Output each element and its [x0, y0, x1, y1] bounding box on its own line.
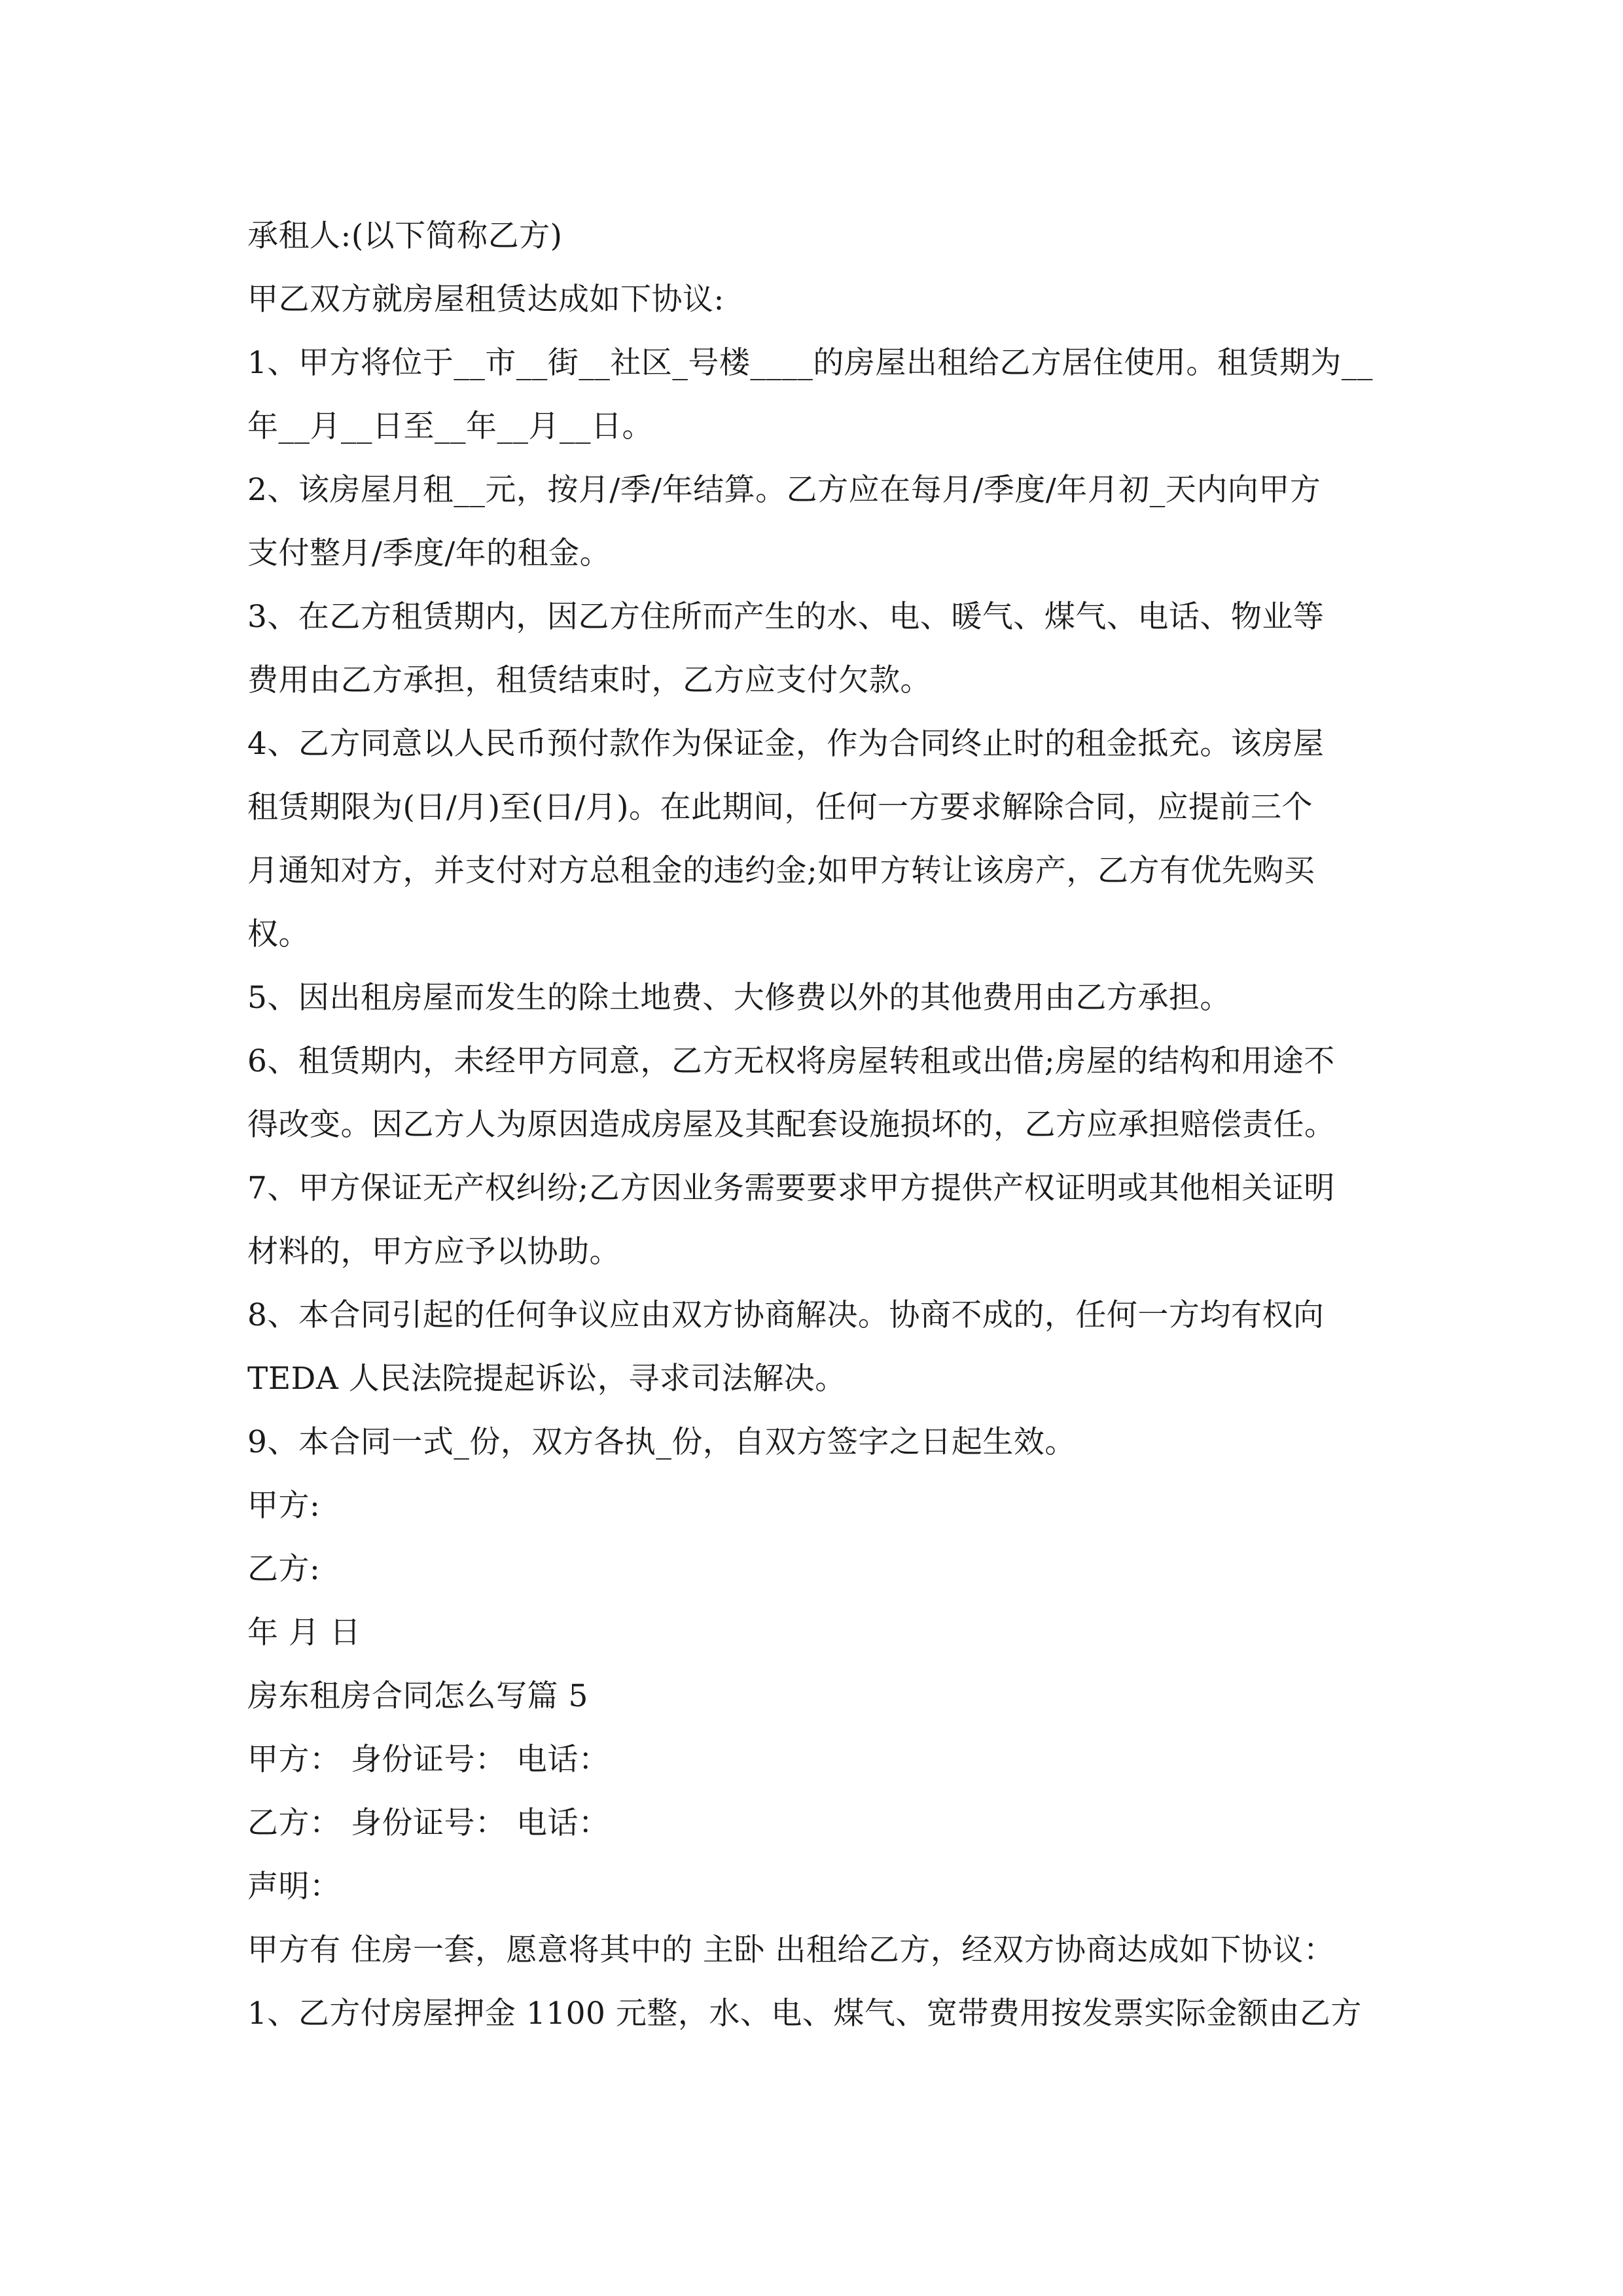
clause-1-line-2: 年__月__日至__年__月__日。 — [247, 408, 653, 444]
party-b-info: 乙方： 身份证号： 电话： — [247, 1805, 610, 1841]
clause-6-line-1: 6、租赁期内，未经甲方同意，乙方无权将房屋转租或出借;房屋的结构和用途不 — [247, 1043, 1335, 1079]
clause-6-line-2: 得改变。因乙方人为原因造成房屋及其配套设施损坏的，乙方应承担赔偿责任。 — [247, 1107, 1336, 1143]
party-b-signature: 乙方: — [247, 1551, 321, 1587]
declaration-text: 甲方有 住房一套，愿意将其中的 主卧 出租给乙方，经双方协商达成如下协议： — [247, 1932, 1335, 1968]
clause-7-line-2: 材料的，甲方应予以协助。 — [247, 1234, 620, 1270]
document-body — [247, 204, 1383, 2045]
clause-1-line-1: 1、甲方将位于__市__街__社区_号楼____的房屋出租给乙方居住使用。租赁期为__ — [247, 345, 1373, 381]
clause-4-line-4: 权。 — [247, 916, 310, 952]
party-a-info: 甲方： 身份证号： 电话： — [247, 1742, 610, 1778]
clause-9: 9、本合同一式_份，双方各执_份，自双方签字之日起生效。 — [247, 1424, 1076, 1460]
clause-4-line-1: 4、乙方同意以人民币预付款作为保证金，作为合同终止时的租金抵充。该房屋 — [247, 726, 1325, 762]
clause-5: 5、因出租房屋而发生的除土地费、大修费以外的其他费用由乙方承担。 — [247, 980, 1231, 1016]
declaration-heading: 声明： — [247, 1869, 341, 1905]
clause-4-line-3: 月通知对方，并支付对方总租金的违约金;如甲方转让该房产，乙方有优先购买 — [247, 853, 1315, 889]
clause-8-line-1: 8、本合同引起的任何争议应由双方协商解决。协商不成的，任何一方均有权向 — [247, 1297, 1325, 1333]
tenant-heading: 承租人:(以下简称乙方) — [247, 218, 563, 254]
party-a-signature: 甲方: — [247, 1488, 321, 1524]
section-title: 房东租房合同怎么写篇 5 — [247, 1678, 588, 1714]
clause-2-line-2: 支付整月/季度/年的租金。 — [247, 535, 611, 571]
clause-3-line-2: 费用由乙方承担，租赁结束时，乙方应支付欠款。 — [247, 662, 931, 698]
new-clause-1-line-1: 1、乙方付房屋押金 1100 元整，水、电、煤气、宽带费用按发票实际金额由乙方 — [247, 1996, 1362, 2032]
clause-8-line-2: TEDA 人民法院提起诉讼，寻求司法解决。 — [247, 1361, 846, 1397]
clause-3-line-1: 3、在乙方租赁期内，因乙方住所而产生的水、电、暖气、煤气、电话、物业等 — [247, 599, 1325, 635]
agreement-intro: 甲乙双方就房屋租赁达成如下协议: — [247, 281, 724, 317]
clause-4-line-2: 租赁期限为(日/月)至(日/月)。在此期间，任何一方要求解除合同，应提前三个 — [247, 789, 1313, 825]
signing-date: 年 月 日 — [247, 1615, 361, 1651]
clause-7-line-1: 7、甲方保证无产权纠纷;乙方因业务需要要求甲方提供产权证明或其他相关证明 — [247, 1170, 1335, 1206]
clause-2-line-1: 2、该房屋月租__元，按月/季/年结算。乙方应在每月/季度/年月初_天内向甲方 — [247, 472, 1321, 508]
